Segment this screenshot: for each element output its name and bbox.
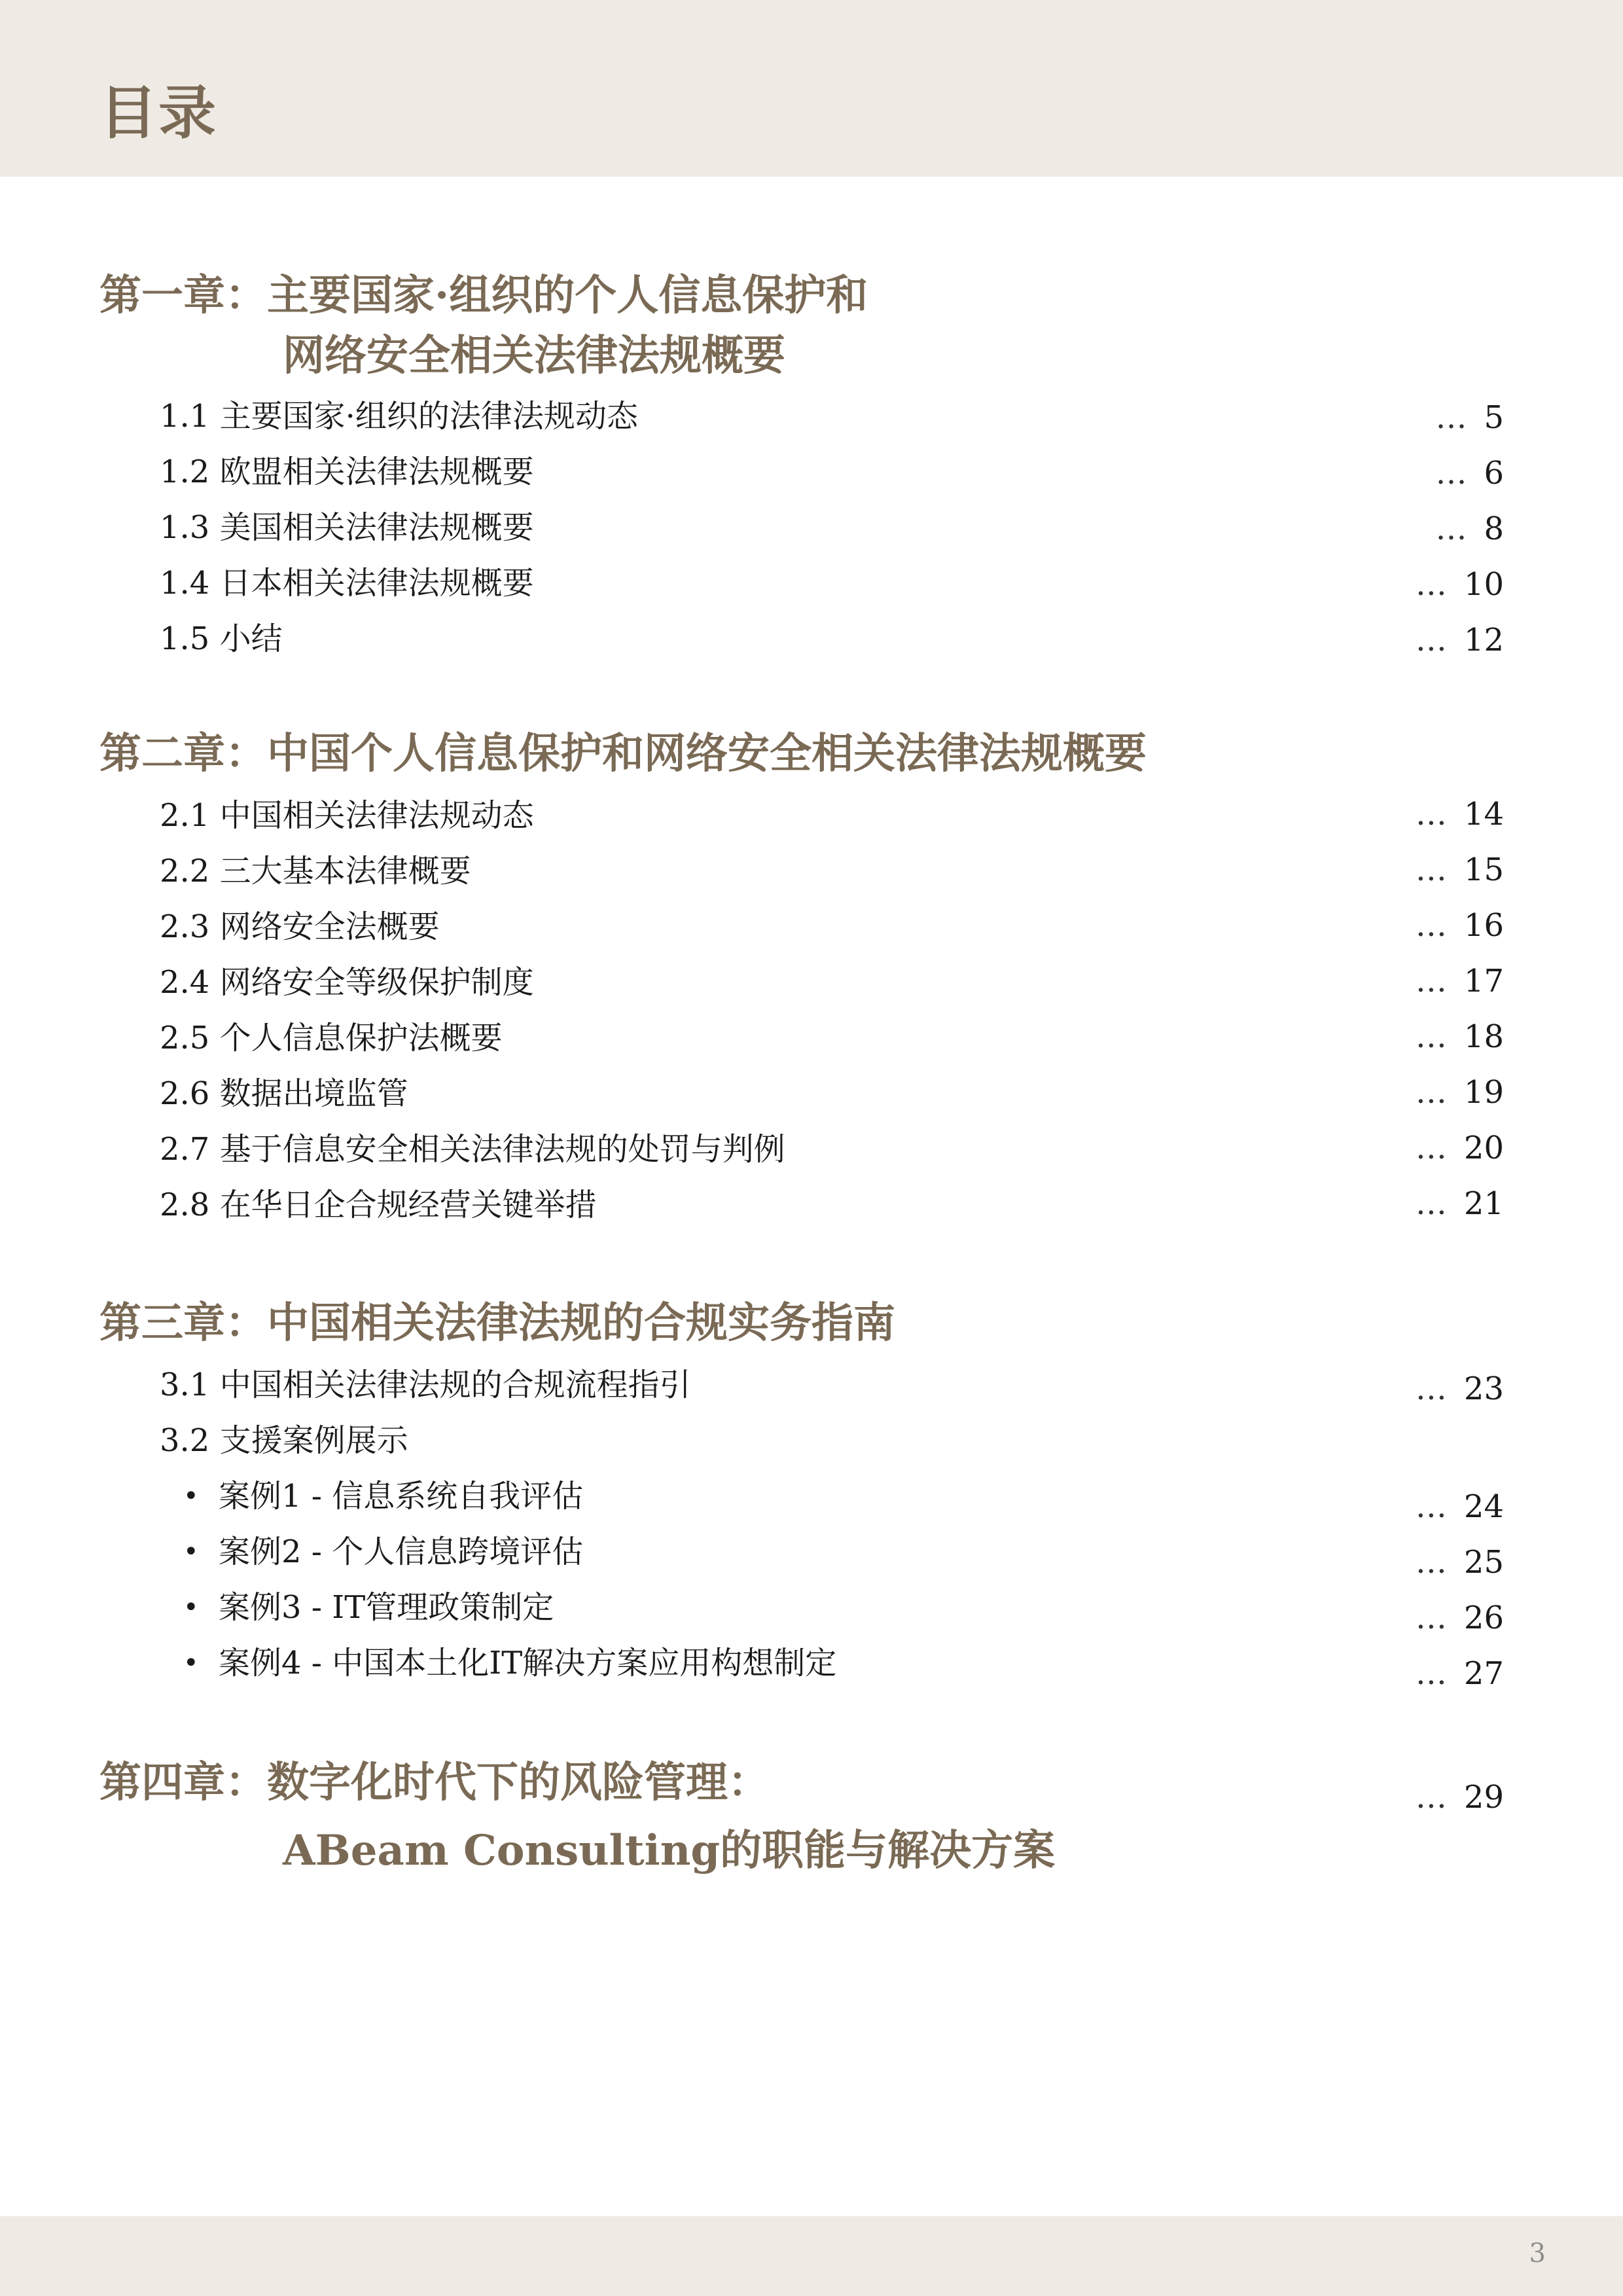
chapter-4-heading-line2: ABeam Consulting的职能与解决方案: [283, 1826, 1056, 1875]
toc-item-1-2[interactable]: 1.2 欧盟相关法律法规概要: [160, 454, 534, 490]
toc-page-2-4[interactable]: [1416, 965, 1504, 997]
toc-page-1-1[interactable]: [1435, 399, 1504, 436]
header-band: [0, 0, 1623, 177]
leader-dots: …: [1415, 1655, 1447, 1692]
page-number-label: 27: [1463, 1655, 1504, 1692]
page-number-label: 10: [1463, 566, 1504, 603]
leader-dots: …: [1415, 1018, 1447, 1055]
toc-item-2-5[interactable]: 2.5 个人信息保护法概要: [160, 1020, 503, 1056]
bullet-icon: •: [183, 1481, 199, 1511]
toc-page-2-3[interactable]: [1415, 907, 1504, 944]
toc-item-3-1[interactable]: 3.1 中国相关法律法规的合规流程指引: [160, 1367, 691, 1403]
footer-band: [0, 2216, 1623, 2296]
toc-case-1-label: 案例1 - 信息系统自我评估: [219, 1478, 584, 1515]
toc-page-2-8[interactable]: [1415, 1185, 1504, 1222]
toc-page-1-2[interactable]: [1435, 455, 1504, 492]
chapter-1-heading[interactable]: [99, 271, 868, 380]
toc-page-2-5[interactable]: [1415, 1018, 1504, 1055]
toc-page-1-4[interactable]: [1415, 566, 1504, 603]
leader-dots: …: [1435, 399, 1467, 436]
leader-dots: …: [1415, 1544, 1447, 1581]
toc-page-3-1[interactable]: [1416, 1373, 1504, 1405]
toc-item-2-4[interactable]: 2.4 网络安全等级保护制度: [160, 964, 534, 1001]
toc-page-chapter-4[interactable]: [1415, 1779, 1504, 1816]
toc-page-2-1[interactable]: [1415, 796, 1504, 833]
toc-item-2-7[interactable]: 2.7 基于信息安全相关法律法规的处罚与判例: [160, 1131, 785, 1168]
toc-page-case-1[interactable]: [1415, 1488, 1504, 1525]
page-number-label: 8: [1484, 511, 1504, 547]
chapter-2-heading[interactable]: 第二章：中国个人信息保护和网络安全相关法律法规概要: [99, 729, 1147, 778]
toc-page-case-2[interactable]: [1415, 1544, 1504, 1581]
toc-item-2-6[interactable]: 2.6 数据出境监管: [160, 1075, 408, 1112]
toc-page-2-6[interactable]: [1415, 1074, 1504, 1111]
toc-page-case-4[interactable]: [1415, 1655, 1504, 1692]
page-number-label: 26: [1463, 1600, 1504, 1636]
leader-dots: …: [1415, 1488, 1447, 1525]
page-number-label: 6: [1484, 455, 1504, 492]
toc-item-1-5[interactable]: 1.5 小结: [160, 620, 283, 657]
page-number-label: 18: [1463, 1018, 1504, 1055]
leader-dots: …: [1415, 1074, 1447, 1111]
leader-dots: …: [1415, 566, 1447, 603]
toc-case-4[interactable]: [183, 1645, 837, 1681]
page-number-label: 25: [1463, 1544, 1504, 1581]
toc-case-3-label: 案例3 - IT管理政策制定: [219, 1589, 554, 1626]
page-number-label: 21: [1463, 1185, 1504, 1222]
toc-case-4-label: 案例4 - 中国本土化IT解决方案应用构想制定: [219, 1645, 837, 1681]
leader-dots: …: [1415, 1130, 1447, 1166]
leader-dots: …: [1415, 907, 1447, 944]
bullet-icon: •: [183, 1592, 199, 1623]
bullet-icon: •: [183, 1648, 199, 1678]
leader-dots: …: [1415, 1600, 1447, 1636]
toc-item-2-1[interactable]: 2.1 中国相关法律法规动态: [160, 797, 534, 834]
leader-dots: …: [1415, 852, 1447, 888]
toc-item-2-3[interactable]: 2.3 网络安全法概要: [160, 908, 440, 945]
page-number-label: 29: [1463, 1779, 1504, 1816]
toc-item-1-4[interactable]: 1.4 日本相关法律法规概要: [160, 565, 534, 601]
leader-dots: …: [1415, 1371, 1447, 1407]
page-number-label: 16: [1463, 907, 1504, 944]
toc-item-3-2[interactable]: 3.2 支援案例展示: [160, 1422, 408, 1459]
leader-dots: …: [1415, 963, 1447, 999]
toc-case-2-label: 案例2 - 个人信息跨境评估: [219, 1534, 584, 1570]
toc-case-1[interactable]: [183, 1478, 584, 1515]
chapter-1-heading-line2: 网络安全相关法律法规概要: [283, 331, 785, 380]
chapter-1-heading-line1: 第一章：主要国家·组织的个人信息保护和: [99, 271, 868, 320]
page-number-label: 23: [1463, 1371, 1504, 1407]
leader-dots: …: [1415, 1779, 1447, 1816]
toc-item-1-3[interactable]: 1.3 美国相关法律法规概要: [160, 509, 534, 546]
page-number-label: 20: [1463, 1130, 1504, 1166]
page-number-label: 24: [1463, 1488, 1504, 1525]
page-number-label: 12: [1463, 622, 1504, 658]
page-number-label: 14: [1463, 796, 1504, 833]
page-number-label: 19: [1463, 1074, 1504, 1111]
leader-dots: …: [1435, 511, 1467, 547]
toc-case-3[interactable]: [183, 1589, 554, 1626]
toc-page-2-7[interactable]: [1416, 1132, 1504, 1164]
chapter-4-heading[interactable]: [99, 1758, 1056, 1875]
toc-item-2-8[interactable]: 2.8 在华日企合规经营关键举措: [160, 1187, 597, 1223]
page-number: 3: [1529, 2238, 1546, 2269]
page-number-label: 15: [1463, 852, 1504, 888]
page-title: 目录: [99, 79, 218, 147]
toc-item-1-1[interactable]: 1.1 主要国家·组织的法律法规动态: [160, 398, 638, 435]
chapter-3-heading[interactable]: 第三章：中国相关法律法规的合规实务指南: [99, 1299, 895, 1348]
leader-dots: …: [1415, 1185, 1447, 1222]
toc-page-2-2[interactable]: [1416, 854, 1504, 886]
toc-page-1-5[interactable]: [1416, 624, 1504, 656]
page-number-label: 5: [1484, 399, 1504, 436]
leader-dots: …: [1435, 455, 1467, 492]
leader-dots: …: [1415, 796, 1447, 833]
bullet-icon: •: [183, 1537, 199, 1567]
leader-dots: …: [1415, 622, 1447, 658]
toc-case-2[interactable]: [183, 1534, 584, 1570]
toc-page-case-3[interactable]: [1416, 1602, 1504, 1634]
chapter-4-heading-line1: 第四章：数字化时代下的风险管理：: [99, 1758, 770, 1807]
toc-item-2-2[interactable]: 2.2 三大基本法律概要: [160, 853, 471, 889]
page-number-label: 17: [1463, 963, 1504, 999]
toc-page-1-3[interactable]: [1435, 513, 1504, 545]
